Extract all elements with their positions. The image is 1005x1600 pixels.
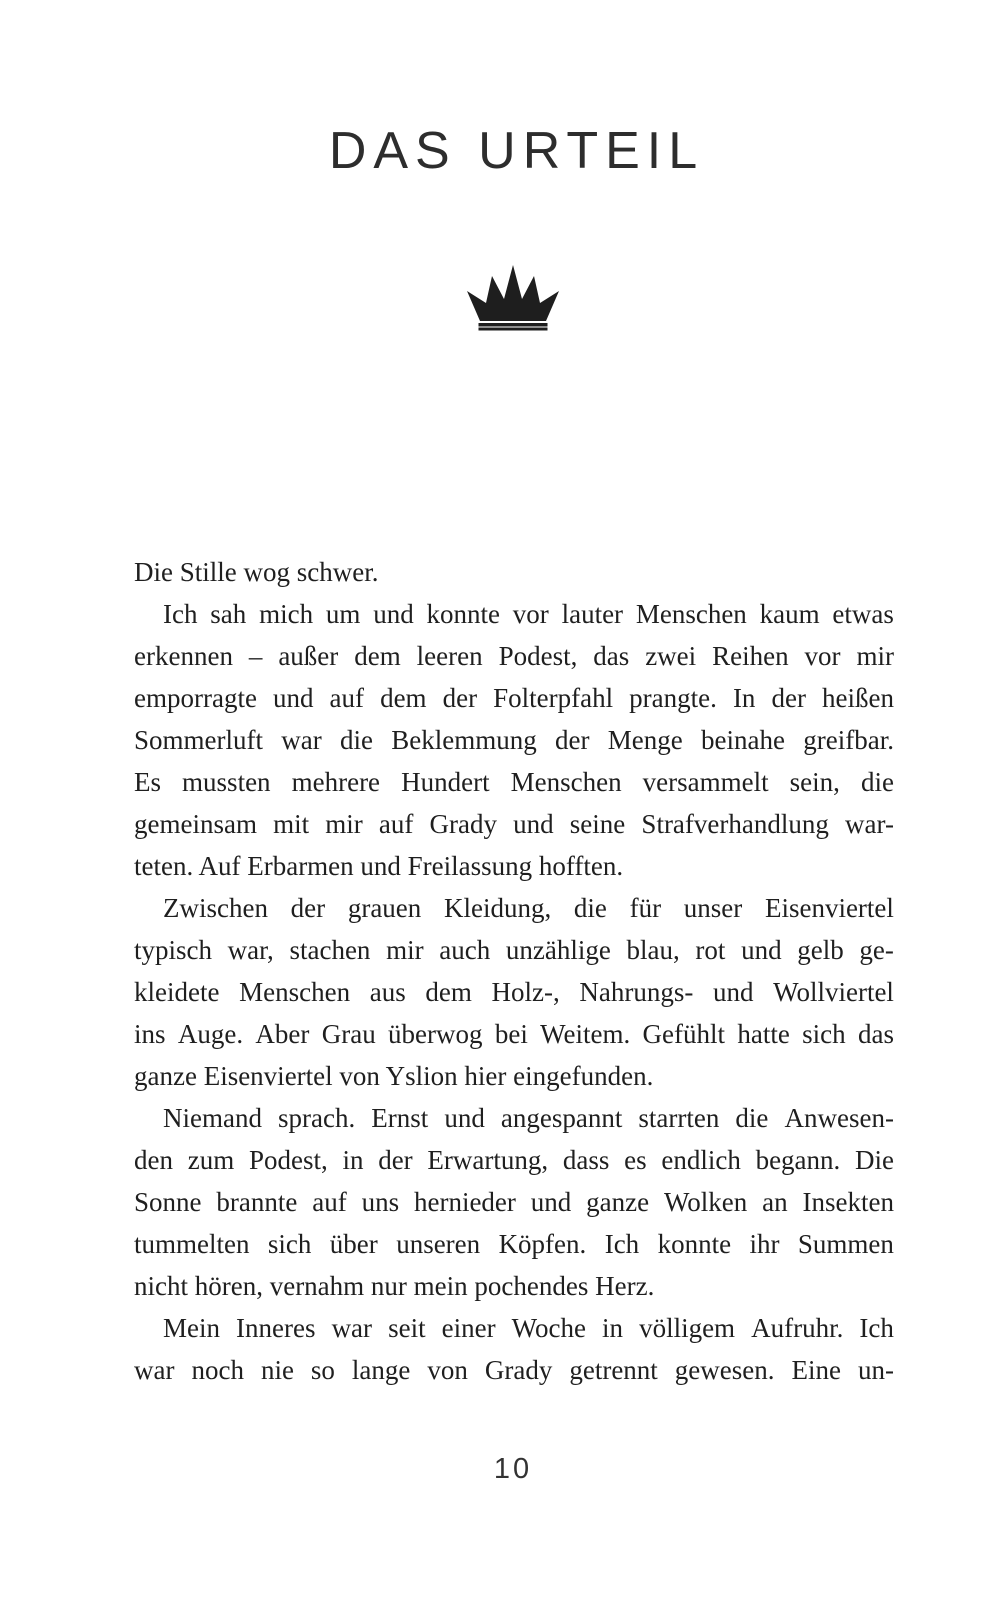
chapter-ornament xyxy=(21,265,1005,336)
text-line: tummelten sich über unseren Köpfen. Ich konnte ihr Summen xyxy=(134,1229,894,1259)
chapter-title: DAS URTEIL xyxy=(328,122,705,180)
text-line: kleidete Menschen aus dem Holz-, Nahrungs- und Wollviertel xyxy=(134,977,894,1007)
text-line: Niemand sprach. Ernst und angespannt starrten die Anwesen- xyxy=(163,1103,894,1133)
text-line: Es mussten mehrere Hundert Menschen versammelt sein, die xyxy=(134,767,894,797)
text-line: typisch war, stachen mir auch unzählige blau, rot und gelb ge- xyxy=(134,935,894,965)
text-line: Zwischen der grauen Kleidung, die für unser Eisenviertel xyxy=(163,893,894,923)
text-line: teten. Auf Erbarmen und Freilassung hofften. xyxy=(134,851,624,881)
text-line: ins Auge. Aber Grau überwog bei Weitem. Gefühlt hatte sich das xyxy=(134,1019,894,1049)
page-number: 10 xyxy=(493,1453,533,1485)
body-text xyxy=(134,551,894,1391)
text-line: Sonne brannte auf uns hernieder und ganze Wolken an Insekten xyxy=(134,1187,894,1217)
text-line: Ich sah mich um und konnte vor lauter Menschen kaum etwas xyxy=(163,599,894,629)
text-line: erkennen – außer dem leeren Podest, das zwei Reihen vor mir xyxy=(134,641,894,671)
text-line: Die Stille wog schwer. xyxy=(134,557,379,587)
crown-icon xyxy=(465,265,561,331)
text-line: ganze Eisenviertel von Yslion hier eingefunden. xyxy=(134,1061,654,1091)
text-line: den zum Podest, in der Erwartung, dass es endlich begann. Die xyxy=(134,1145,894,1175)
text-line: nicht hören, vernahm nur mein pochendes Herz. xyxy=(134,1271,655,1301)
text-line: Mein Inneres war seit einer Woche in völligem Aufruhr. Ich xyxy=(163,1313,894,1343)
text-line: Sommerluft war die Beklemmung der Menge beinahe greifbar. xyxy=(134,725,894,755)
text-line: gemeinsam mit mir auf Grady und seine Strafverhandlung war- xyxy=(134,809,894,839)
book-page xyxy=(21,0,1005,1600)
text-line: emporragte und auf dem der Folterpfahl prangte. In der heißen xyxy=(134,683,894,713)
text-line: war noch nie so lange von Grady getrennt gewesen. Eine un- xyxy=(134,1355,894,1385)
